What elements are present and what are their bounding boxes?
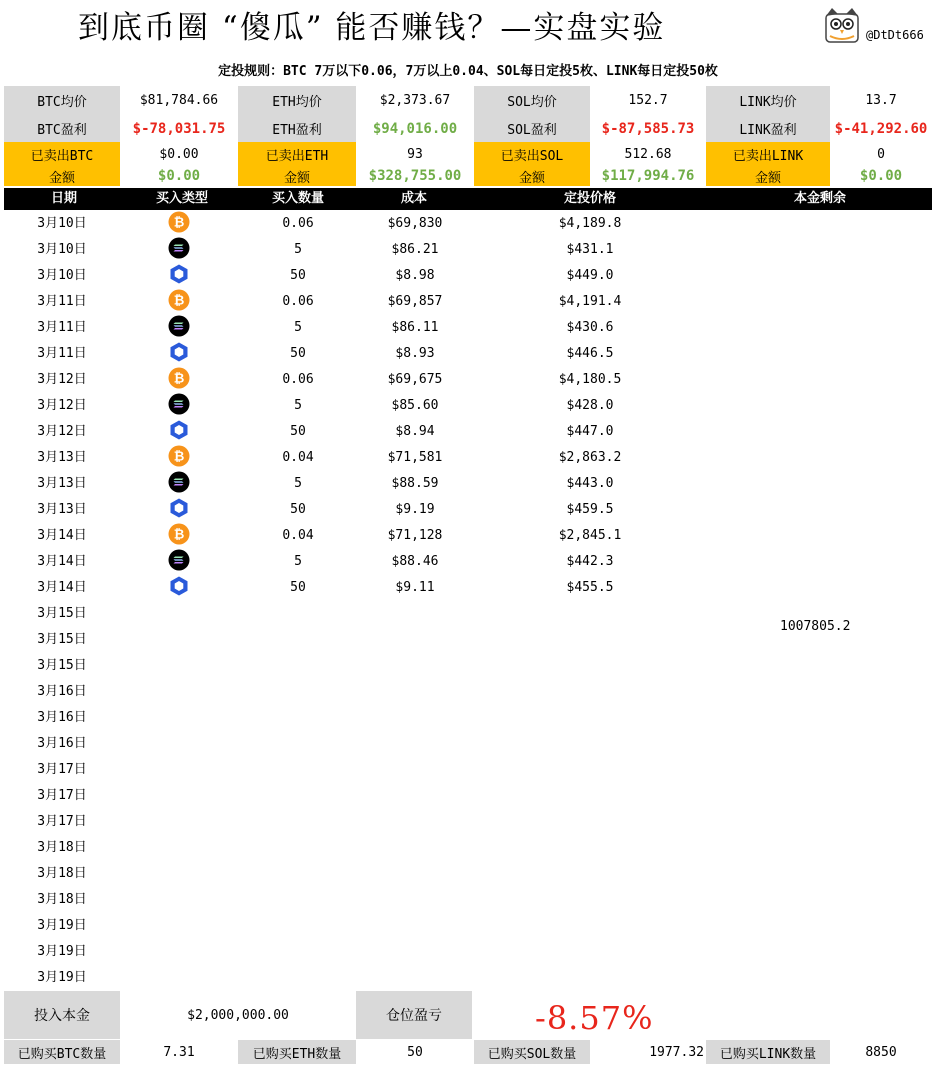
row-date: 3月13日 — [37, 450, 87, 465]
row-price: $449.0 — [566, 268, 614, 283]
row-price: $430.6 — [566, 320, 614, 335]
table-row — [0, 471, 936, 497]
table-row — [0, 809, 936, 835]
table-row — [0, 705, 936, 731]
btc-amount-value: $0.00 — [157, 168, 201, 184]
link-icon — [168, 341, 190, 367]
btc-bought-label: 已购买BTC数量 — [4, 1040, 120, 1064]
svg-text:₿: ₿ — [173, 293, 185, 309]
table-row — [0, 393, 936, 419]
link-avg-label: LINK均价 — [706, 86, 830, 115]
row-qty: 5 — [294, 398, 302, 413]
table-header — [4, 188, 932, 210]
page-title: 到底币圈 “傻瓜” 能否赚钱？—实盘实验 — [78, 10, 666, 46]
sol-pnl-label: SOL盈利 — [474, 115, 590, 142]
eth-sold-label: 已卖出ETH — [238, 142, 356, 166]
table-row — [0, 289, 936, 315]
sol-icon — [168, 471, 190, 497]
row-cost: $88.59 — [391, 476, 439, 491]
eth-bought-value: 50 — [407, 1044, 423, 1060]
eth-avg-label: ETH均价 — [238, 86, 356, 115]
sol-amount-label: 金额 — [474, 166, 590, 186]
row-price: $2,845.1 — [558, 528, 622, 543]
row-price: $4,189.8 — [558, 216, 622, 231]
eth-bought-label: 已购买ETH数量 — [238, 1040, 356, 1064]
header-type: 买入类型 — [155, 191, 208, 206]
svg-text:₿: ₿ — [173, 527, 185, 543]
btc-pnl-value: $-78,031.75 — [132, 120, 226, 137]
link-bought-label: 已购买LINK数量 — [706, 1040, 830, 1064]
table-row — [0, 731, 936, 757]
principal-value: $2,000,000.00 — [187, 1007, 289, 1023]
table-row — [0, 367, 936, 393]
row-cost: $86.11 — [391, 320, 439, 335]
row-cost: $69,830 — [387, 216, 443, 231]
row-date: 3月18日 — [37, 866, 87, 881]
table-row — [0, 341, 936, 367]
row-qty: 5 — [294, 476, 302, 491]
table-row — [0, 653, 936, 679]
sol-sold-value: 512.68 — [624, 146, 672, 162]
table-row — [0, 861, 936, 887]
row-qty: 0.06 — [282, 216, 314, 231]
row-cost: $85.60 — [391, 398, 439, 413]
link-icon — [168, 419, 190, 445]
link-icon — [168, 575, 190, 601]
row-cost: $88.46 — [391, 554, 439, 569]
table-row — [0, 315, 936, 341]
header-price: 定投价格 — [563, 191, 616, 206]
row-qty: 5 — [294, 242, 302, 257]
row-date: 3月12日 — [37, 372, 87, 387]
svg-text:₿: ₿ — [173, 215, 185, 231]
row-date: 3月17日 — [37, 762, 87, 777]
btc-bought-value: 7.31 — [163, 1044, 195, 1060]
row-qty: 0.04 — [282, 528, 314, 543]
table-row — [0, 757, 936, 783]
link-pnl-label: LINK盈利 — [706, 115, 830, 142]
btc-amount-label: 金额 — [4, 166, 120, 186]
investment-rule: 定投规则：BTC 7万以下0.06，7万以上0.04、SOL每日定投5枚、LINK每日定投50枚 — [218, 64, 718, 79]
row-price: $443.0 — [566, 476, 614, 491]
row-cost: $8.94 — [395, 424, 435, 439]
position-pnl-value: -8.57% — [535, 999, 654, 1037]
row-price: $446.5 — [566, 346, 614, 361]
link-sold-value: 0 — [877, 146, 885, 162]
svg-text:₿: ₿ — [173, 371, 185, 387]
row-date: 3月18日 — [37, 892, 87, 907]
btc-avg-label: BTC均价 — [4, 86, 120, 115]
row-date: 3月19日 — [37, 918, 87, 933]
table-row — [0, 211, 936, 237]
eth-sold-value: 93 — [407, 146, 423, 162]
link-pnl-value: $-41,292.60 — [834, 120, 928, 137]
row-qty: 50 — [290, 424, 306, 439]
row-price: $447.0 — [566, 424, 614, 439]
row-date: 3月10日 — [37, 268, 87, 283]
sol-pnl-value: $-87,585.73 — [601, 120, 695, 137]
btc-sold-value: $0.00 — [159, 146, 199, 162]
row-cost: $86.21 — [391, 242, 439, 257]
owl-avatar-icon — [822, 6, 862, 44]
row-cost: $69,675 — [387, 372, 443, 387]
row-price: $4,191.4 — [558, 294, 622, 309]
row-qty: 50 — [290, 502, 306, 517]
row-date: 3月15日 — [37, 658, 87, 673]
sol-sold-label: 已卖出SOL — [474, 142, 590, 166]
principal-label: 投入本金 — [4, 991, 120, 1039]
row-qty: 5 — [294, 320, 302, 335]
row-date: 3月10日 — [37, 216, 87, 231]
header-cost: 成本 — [400, 191, 427, 206]
position-pnl-label: 仓位盈亏 — [356, 991, 472, 1039]
row-cost: $9.19 — [395, 502, 435, 517]
link-sold-label: 已卖出LINK — [706, 142, 830, 166]
link-avg-value: 13.7 — [865, 93, 897, 108]
row-price: $4,180.5 — [558, 372, 622, 387]
header-remaining: 本金剩余 — [793, 191, 846, 206]
sol-bought-label: 已购买SOL数量 — [474, 1040, 590, 1064]
remaining-principal: 1007805.2 — [780, 619, 851, 634]
table-row — [0, 523, 936, 549]
header-date: 日期 — [50, 191, 77, 206]
btc-avg-value: $81,784.66 — [139, 93, 219, 108]
table-row — [0, 913, 936, 939]
row-cost: $8.93 — [395, 346, 435, 361]
row-date: 3月15日 — [37, 606, 87, 621]
btc-pnl-label: BTC盈利 — [4, 115, 120, 142]
row-cost: $69,857 — [387, 294, 443, 309]
header-qty: 买入数量 — [271, 191, 324, 206]
table-row — [0, 887, 936, 913]
table-row — [0, 575, 936, 601]
table-row — [0, 263, 936, 289]
row-price: $2,863.2 — [558, 450, 622, 465]
row-qty: 0.06 — [282, 294, 314, 309]
eth-pnl-value: $94,016.00 — [372, 120, 458, 137]
table-row — [0, 549, 936, 575]
eth-amount-value: $328,755.00 — [368, 168, 462, 184]
row-date: 3月16日 — [37, 710, 87, 725]
row-qty: 50 — [290, 580, 306, 595]
link-icon — [168, 263, 190, 289]
row-qty: 5 — [294, 554, 302, 569]
row-qty: 0.04 — [282, 450, 314, 465]
table-row — [0, 419, 936, 445]
link-amount-value: $0.00 — [859, 168, 903, 184]
row-date: 3月19日 — [37, 970, 87, 985]
row-price: $431.1 — [566, 242, 614, 257]
row-date: 3月19日 — [37, 944, 87, 959]
sol-amount-value: $117,994.76 — [601, 168, 695, 184]
row-date: 3月17日 — [37, 788, 87, 803]
row-date: 3月11日 — [37, 294, 87, 309]
btc-icon — [168, 523, 190, 549]
sol-icon — [168, 237, 190, 263]
row-date: 3月14日 — [37, 528, 87, 543]
table-row — [0, 965, 936, 991]
row-price: $455.5 — [566, 580, 614, 595]
btc-sold-label: 已卖出BTC — [4, 142, 120, 166]
table-row — [0, 237, 936, 263]
btc-icon — [168, 289, 190, 315]
table-row — [0, 497, 936, 523]
row-date: 3月11日 — [37, 320, 87, 335]
link-amount-label: 金额 — [706, 166, 830, 186]
row-qty: 50 — [290, 346, 306, 361]
title-bar — [0, 0, 936, 50]
row-date: 3月11日 — [37, 346, 87, 361]
table-row — [0, 783, 936, 809]
btc-icon — [168, 211, 190, 237]
row-date: 3月16日 — [37, 684, 87, 699]
link-bought-value: 8850 — [865, 1044, 897, 1060]
row-date: 3月13日 — [37, 502, 87, 517]
row-date: 3月14日 — [37, 580, 87, 595]
row-date: 3月14日 — [37, 554, 87, 569]
sol-icon — [168, 549, 190, 575]
sol-avg-label: SOL均价 — [474, 86, 590, 115]
row-price: $442.3 — [566, 554, 614, 569]
row-cost: $9.11 — [395, 580, 435, 595]
row-cost: $71,128 — [387, 528, 443, 543]
row-price: $428.0 — [566, 398, 614, 413]
sol-icon — [168, 393, 190, 419]
row-date: 3月18日 — [37, 840, 87, 855]
eth-pnl-label: ETH盈利 — [238, 115, 356, 142]
eth-amount-label: 金额 — [238, 166, 356, 186]
row-qty: 0.06 — [282, 372, 314, 387]
row-date: 3月16日 — [37, 736, 87, 751]
svg-text:₿: ₿ — [173, 449, 185, 465]
row-date: 3月12日 — [37, 424, 87, 439]
row-qty: 50 — [290, 268, 306, 283]
table-row — [0, 445, 936, 471]
table-row — [0, 679, 936, 705]
table-row — [0, 835, 936, 861]
btc-icon — [168, 367, 190, 393]
row-cost: $8.98 — [395, 268, 435, 283]
row-price: $459.5 — [566, 502, 614, 517]
row-cost: $71,581 — [387, 450, 443, 465]
link-icon — [168, 497, 190, 523]
sol-icon — [168, 315, 190, 341]
row-date: 3月15日 — [37, 632, 87, 647]
author-handle: @DtDt666 — [866, 28, 924, 42]
row-date: 3月13日 — [37, 476, 87, 491]
table-row — [0, 939, 936, 965]
eth-avg-value: $2,373.67 — [379, 93, 451, 108]
row-date: 3月17日 — [37, 814, 87, 829]
sol-bought-value: 1977.32 — [649, 1044, 704, 1060]
row-date: 3月10日 — [37, 242, 87, 257]
btc-icon — [168, 445, 190, 471]
row-date: 3月12日 — [37, 398, 87, 413]
sol-avg-value: 152.7 — [628, 93, 668, 108]
